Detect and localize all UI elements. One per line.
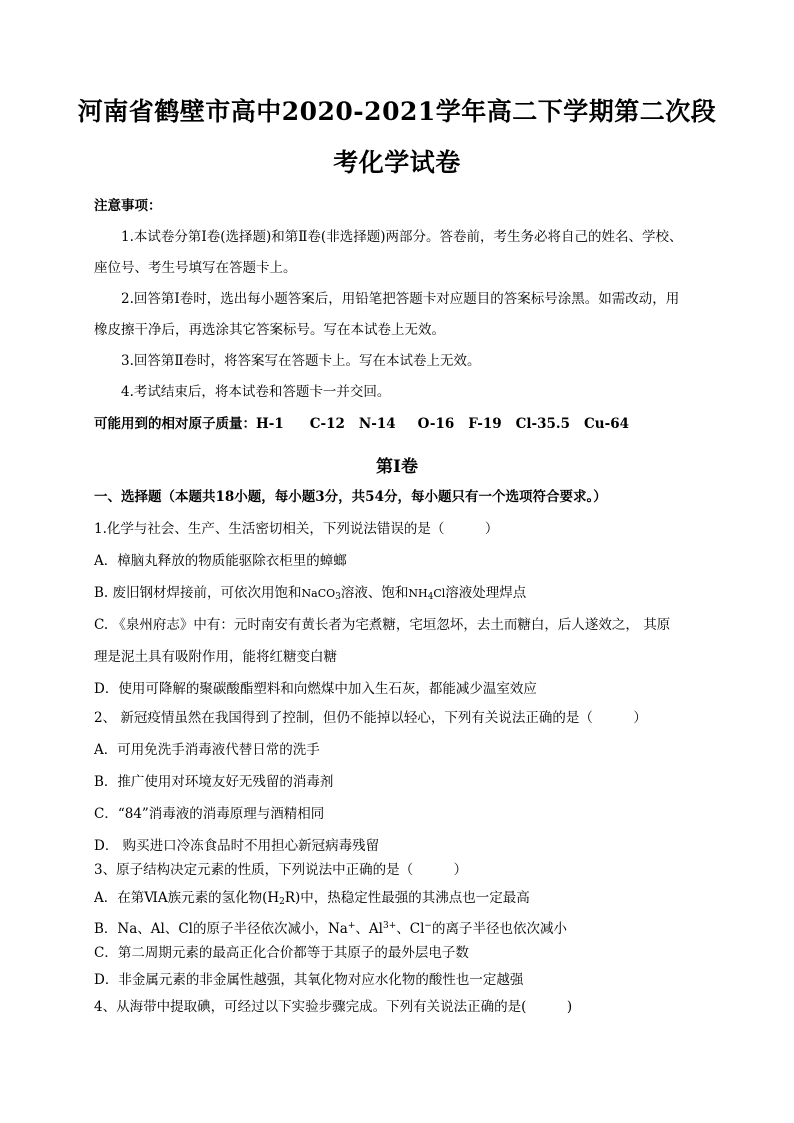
q1-b-formula1: NaCO [301, 587, 336, 600]
exam-title-line1: 河南省鹤壁市高中2020-2021学年高二下学期第二次段 [77, 97, 717, 126]
q1-option-b [94, 583, 704, 607]
q3-b-text: 、Al [355, 921, 383, 937]
section-title: 第Ⅰ卷 [376, 457, 418, 477]
q2-option-a: A．可用免洗手消毒液代替日常的洗手 [94, 742, 320, 758]
q3-option-b [94, 916, 704, 939]
atomic-mass-value: C-12 [309, 416, 345, 432]
q3-b-sup: + [347, 921, 356, 931]
q2-option-b: B．推广使用对环境友好无残留的消毒剂 [94, 774, 334, 790]
atomic-mass-value: O-16 [417, 416, 455, 432]
q4-stem: 4、从海带中提取碘，可经过以下实验步骤完成。下列有关说法正确的是( ) [94, 999, 573, 1015]
notice-item-2b: 橡皮擦干净后，再选涂其它答案标号。写在本试卷上无效。 [94, 322, 445, 338]
q3-option-a [94, 888, 704, 912]
q1-stem: 1.化学与社会、生产、生活密切相关，下列说法错误的是（ ） [94, 521, 499, 537]
q2-option-d: D． 购买进口冷冻食品时不用担心新冠病毒残留 [94, 838, 380, 854]
q1-option-d: D．使用可降解的聚碳酸酯塑料和向燃煤中加入生石灰，都能减少温室效应 [94, 681, 537, 697]
notice-item-2a: 2.回答第Ⅰ卷时，选出每小题答案后，用铅笔把答题卡对应题目的答案标号涂黑。如需改动，用 [121, 291, 680, 307]
q1-option-a: A．樟脑丸释放的物质能驱除衣柜里的蟑螂 [94, 553, 347, 569]
q3-a-sub: 2 [279, 897, 285, 907]
q3-a-text: A．在第ⅥA族元素的氢化物(H [94, 890, 280, 906]
notice-item-4: 4.考试结束后，将本试卷和答题卡一并交回。 [121, 384, 391, 400]
q3-b-sup: − [424, 921, 432, 931]
q3-option-d: D．非金属元素的非金属性越强，其氧化物对应水化物的酸性也一定越强 [94, 972, 524, 988]
atomic-mass-value: Cu-64 [584, 416, 629, 432]
notice-heading: 注意事项： [94, 198, 162, 214]
q1-b-formula2-tail: Cl [433, 587, 446, 600]
q3-stem: 3、原子结构决定元素的性质，下列说法中正确的是（ ） [94, 862, 468, 878]
q3-b-text: 、Cl [396, 921, 425, 937]
q1-b-formula1-sub: 3 [335, 592, 341, 602]
q1-b-text: B. 废旧钢材焊接前，可依次用饱和 [94, 585, 302, 601]
q2-stem: 2、 新冠疫情虽然在我国得到了控制，但仍不能掉以轻心，下列有关说法正确的是（ ） [94, 710, 647, 726]
q1-b-formula2-sub: 4 [427, 592, 434, 602]
exam-title-line2: 考化学试卷 [333, 148, 461, 177]
part1-heading: 一、选择题（本题共18小题，每小题3分，共54分，每小题只有一个选项符合要求。） [94, 489, 607, 505]
q2-option-c: C．“84”消毒液的消毒原理与酒精相同 [94, 806, 325, 822]
notice-item-3: 3.回答第Ⅱ卷时，将答案写在答题卡上。写在本试卷上无效。 [121, 353, 481, 369]
atomic-mass-value: N-14 [358, 416, 396, 432]
q1-b-text: 溶液处理焊点 [445, 585, 527, 601]
q3-b-sup: 3+ [382, 921, 397, 931]
atomic-mass-line [94, 414, 704, 434]
q3-b-text: B．Na、Al、Cl的原子半径依次减小，Na [94, 921, 348, 937]
atomic-mass-value: Cl-35.5 [515, 416, 571, 432]
q1-option-c-line2: 理是泥土具有吸附作用，能将红糖变白糖 [94, 649, 337, 665]
notice-item-1a: 1.本试卷分第Ⅰ卷(选择题)和第Ⅱ卷(非选择题)两部分。答卷前，考生务必将自己的姓名、学校、 [121, 229, 683, 245]
q1-option-c-line1: C. 《泉州府志》中有：元时南安有黄长者为宅煮糖，宅垣忽坏，去土而糖白，后人遂效之， 其原 [94, 617, 671, 633]
q3-b-text: 的离子半径也依次减小 [431, 921, 567, 937]
q1-b-text: 溶液、饱和 [340, 585, 409, 601]
atomic-mass-value: F-19 [468, 416, 502, 432]
q1-b-formula2: NH [408, 587, 428, 600]
notice-item-1b: 座位号、考生号填写在答题卡上。 [94, 260, 297, 276]
atomic-mass-value: H-1 [256, 416, 284, 432]
q3-option-c: C．第二周期元素的最高正化合价都等于其原子的最外层电子数 [94, 945, 469, 961]
q3-a-text: R)中，热稳定性最强的其沸点也一定最高 [284, 890, 530, 906]
atomic-mass-label: 可能用到的相对原子质量： [94, 416, 256, 432]
